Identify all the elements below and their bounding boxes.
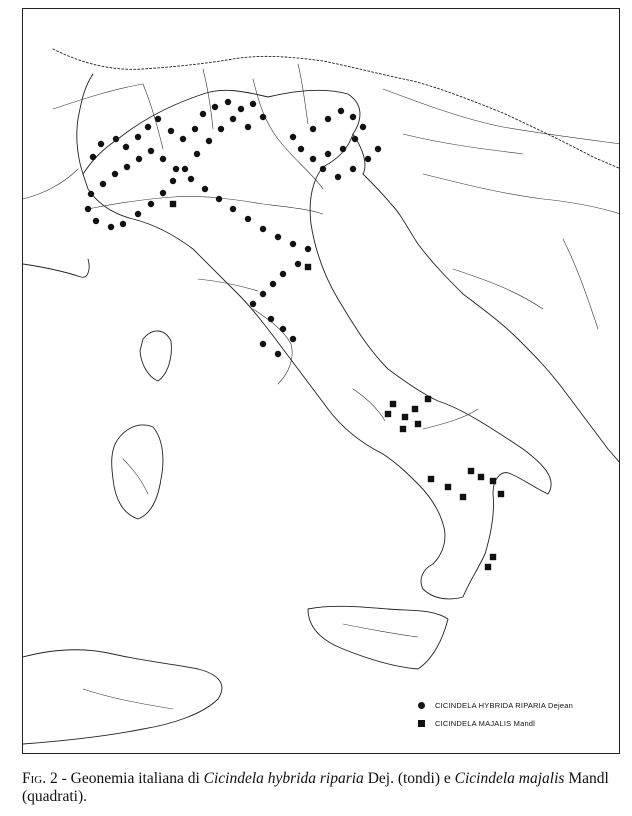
- sicily: [308, 606, 448, 669]
- majalis-square-marker: [425, 396, 431, 402]
- caption-text-2: Dej. (tondi) e: [363, 770, 455, 787]
- riparia-dot-marker: [202, 186, 208, 192]
- morava-river: [563, 239, 598, 329]
- riparia-dot-marker: [260, 341, 266, 347]
- riparia-dot-marker: [260, 226, 266, 232]
- majalis-square-marker: [400, 426, 406, 432]
- majalis-square-marker: [385, 411, 391, 417]
- riparia-dot-marker: [350, 114, 356, 120]
- legend-row-dots: [418, 696, 573, 714]
- riparia-dot-marker: [192, 126, 198, 132]
- riparia-dot-marker: [113, 136, 119, 142]
- danube-trib: [383, 89, 620, 144]
- riparia-dot-marker: [135, 211, 141, 217]
- riparia-dot-marker: [325, 116, 331, 122]
- riparia-dot-marker: [250, 101, 256, 107]
- riparia-dot-marker: [352, 136, 358, 142]
- sava-river: [423, 174, 620, 214]
- africa-river: [83, 689, 173, 709]
- riparia-dot-marker: [298, 146, 304, 152]
- riparia-dot-marker: [136, 156, 142, 162]
- legend: [418, 696, 573, 732]
- map-canvas: [23, 9, 620, 754]
- drava-river: [403, 134, 523, 154]
- riparia-dot-marker: [238, 106, 244, 112]
- map-frame: [22, 8, 620, 754]
- riparia-dot-marker: [218, 126, 224, 132]
- riparia-dot-marker: [305, 246, 311, 252]
- square-symbol-icon: [418, 720, 425, 727]
- riparia-dot-marker: [335, 174, 341, 180]
- riparia-dot-marker: [108, 224, 114, 230]
- riparia-dot-marker: [268, 316, 274, 322]
- majalis-square-marker: [485, 564, 491, 570]
- alpine-river-3: [298, 64, 308, 124]
- riparia-dot-marker: [148, 148, 154, 154]
- riparia-dot-marker: [245, 216, 251, 222]
- riparia-dot-marker: [124, 164, 130, 170]
- caption-text-1: - Geonemia italiana di: [57, 770, 204, 787]
- majalis-square-marker: [305, 264, 311, 270]
- majalis-square-marker: [460, 494, 466, 500]
- majalis-square-marker: [412, 406, 418, 412]
- majalis-square-marker: [428, 476, 434, 482]
- riparia-dot-marker: [320, 166, 326, 172]
- ofanto-river: [423, 409, 478, 429]
- riparia-dot-marker: [112, 171, 118, 177]
- riparia-dot-marker: [260, 114, 266, 120]
- majalis-square-marker: [170, 201, 176, 207]
- dot-symbol-icon: [418, 702, 425, 709]
- riparia-dots-layer: [85, 99, 381, 357]
- legend-squares-label: CICINDELA MAJALIS Mandl: [435, 718, 536, 728]
- riparia-dot-marker: [155, 116, 161, 122]
- riparia-dot-marker: [230, 206, 236, 212]
- majalis-square-marker: [402, 414, 408, 420]
- majalis-square-marker: [490, 478, 496, 484]
- species-1-name: Cicindela hybrida riparia: [203, 770, 364, 787]
- riparia-dot-marker: [338, 108, 344, 114]
- riparia-dot-marker: [145, 124, 151, 130]
- riparia-dot-marker: [160, 156, 166, 162]
- riparia-dot-marker: [148, 201, 154, 207]
- riparia-dot-marker: [216, 196, 222, 202]
- balkan-coast: [363, 174, 620, 464]
- riparia-dot-marker: [260, 291, 266, 297]
- riparia-dot-marker: [160, 190, 166, 196]
- riparia-dot-marker: [275, 234, 281, 240]
- riparia-dot-marker: [325, 151, 331, 157]
- africa-coast: [23, 650, 222, 744]
- riparia-dot-marker: [200, 111, 206, 117]
- riparia-dot-marker: [212, 104, 218, 110]
- italy-coastline: [83, 90, 551, 599]
- riparia-dot-marker: [188, 176, 194, 182]
- riparia-dot-marker: [360, 124, 366, 130]
- volturno-river: [353, 389, 385, 421]
- riparia-dot-marker: [310, 156, 316, 162]
- alps-border: [53, 49, 620, 169]
- figure-number: Fig. 2: [22, 770, 58, 787]
- riparia-dot-marker: [88, 191, 94, 197]
- riparia-dot-marker: [85, 206, 91, 212]
- riparia-dot-marker: [194, 151, 200, 157]
- sicily-river: [343, 624, 418, 637]
- riparia-dot-marker: [290, 134, 296, 140]
- riparia-dot-marker: [340, 146, 346, 152]
- riparia-dot-marker: [100, 181, 106, 187]
- france-coast: [23, 259, 89, 277]
- majalis-square-marker: [498, 491, 504, 497]
- riparia-dot-marker: [90, 154, 96, 160]
- riparia-dot-marker: [250, 301, 256, 307]
- rhone-river: [23, 169, 78, 199]
- riparia-dot-marker: [123, 144, 129, 150]
- riparia-dot-marker: [93, 218, 99, 224]
- po-river: [88, 196, 323, 214]
- riparia-dot-marker: [270, 281, 276, 287]
- caption-text-3: Mandl (quadrati).: [22, 770, 609, 805]
- riparia-dot-marker: [365, 156, 371, 162]
- figure-caption: [22, 770, 622, 806]
- corsica: [140, 331, 171, 381]
- alpine-river-2: [203, 69, 213, 129]
- riparia-dot-marker: [225, 99, 231, 105]
- riparia-dot-marker: [206, 138, 212, 144]
- majalis-square-marker: [468, 468, 474, 474]
- riparia-dot-marker: [170, 178, 176, 184]
- riparia-dot-marker: [98, 141, 104, 147]
- swiss-river: [53, 84, 143, 109]
- legend-row-squares: [418, 714, 573, 732]
- riparia-dot-marker: [310, 126, 316, 132]
- riparia-dot-marker: [168, 128, 174, 134]
- balkan-river: [453, 269, 543, 309]
- riparia-dot-marker: [290, 241, 296, 247]
- sardinia: [112, 425, 163, 519]
- riparia-dot-marker: [280, 326, 286, 332]
- species-2-name: Cicindela majalis: [454, 770, 565, 787]
- riparia-dot-marker: [290, 336, 296, 342]
- riparia-dot-marker: [120, 221, 126, 227]
- legend-dots-label: CICINDELA HYBRIDA RIPARIA Dejean: [435, 700, 573, 710]
- riparia-dot-marker: [230, 116, 236, 122]
- riparia-dot-marker: [275, 351, 281, 357]
- sardinia-river: [123, 459, 148, 494]
- riparia-dot-marker: [173, 166, 179, 172]
- riparia-dot-marker: [135, 134, 141, 140]
- majalis-square-marker: [445, 484, 451, 490]
- riparia-dot-marker: [375, 146, 381, 152]
- majalis-square-marker: [490, 554, 496, 560]
- riparia-dot-marker: [295, 261, 301, 267]
- majalis-square-marker: [478, 474, 484, 480]
- riparia-dot-marker: [245, 124, 251, 130]
- riparia-dot-marker: [350, 166, 356, 172]
- majalis-square-marker: [390, 401, 396, 407]
- majalis-squares-layer: [170, 201, 504, 570]
- majalis-square-marker: [415, 421, 421, 427]
- arno-river: [198, 279, 258, 291]
- alpine-river: [143, 84, 163, 149]
- riparia-dot-marker: [280, 271, 286, 277]
- riparia-dot-marker: [180, 136, 186, 142]
- riparia-dot-marker: [182, 166, 188, 172]
